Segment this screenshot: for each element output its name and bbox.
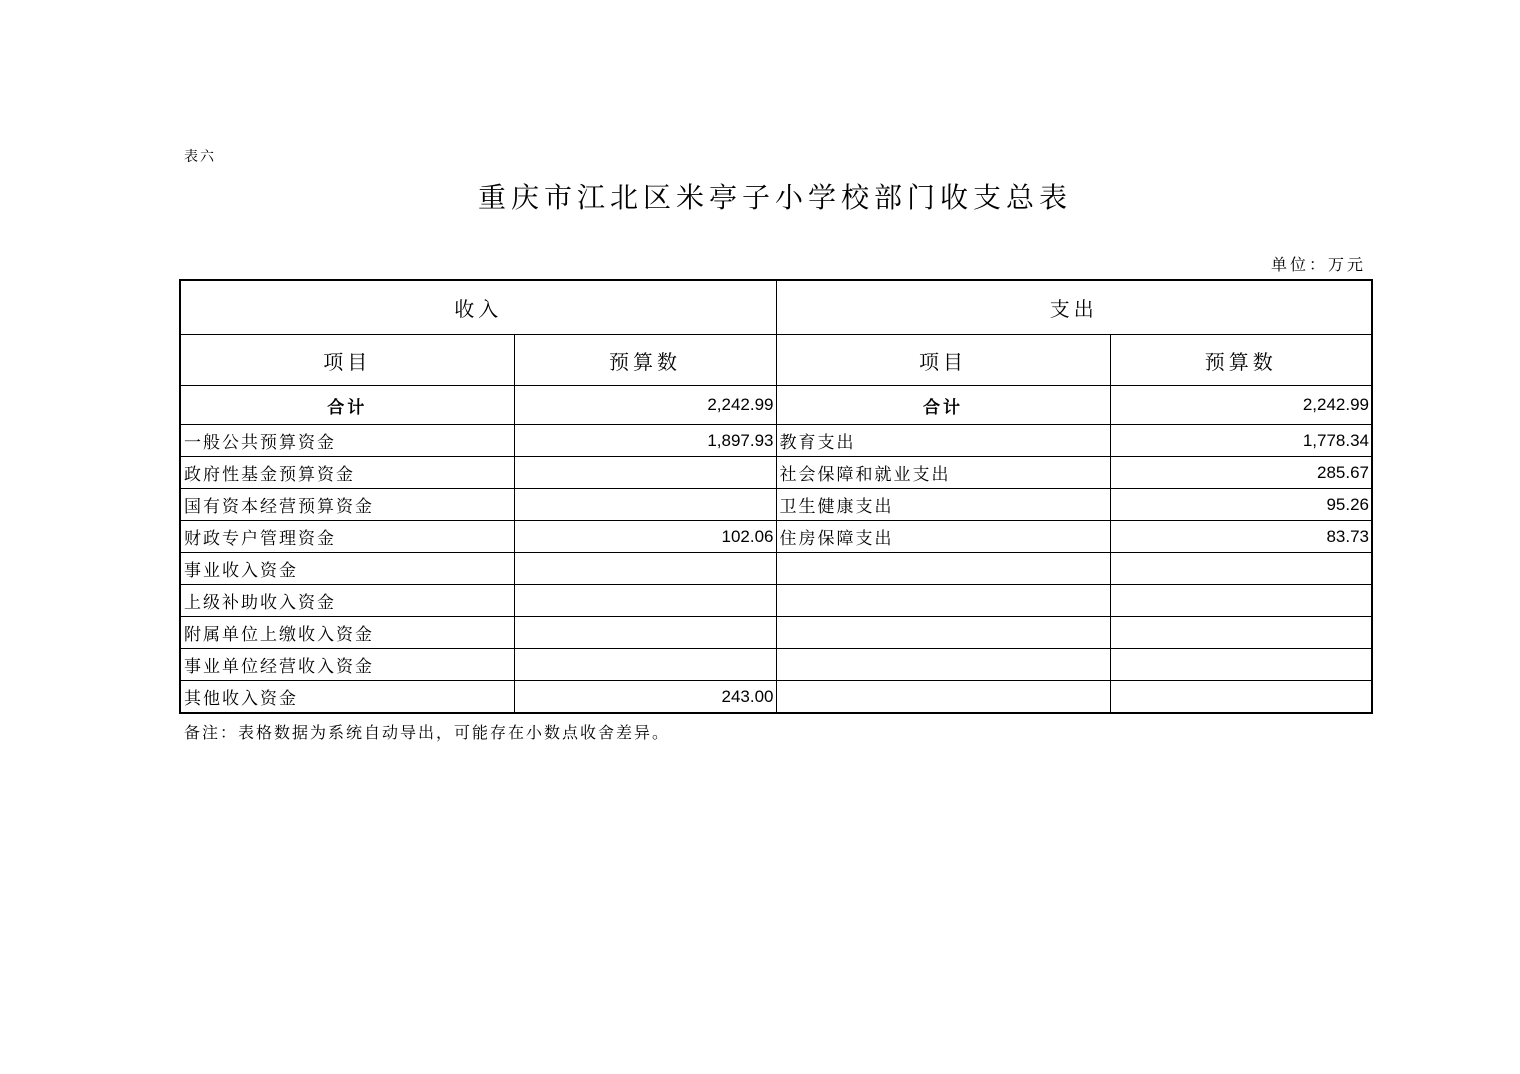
income-item: 事业单位经营收入资金 — [180, 649, 514, 681]
expense-item: 社会保障和就业支出 — [776, 457, 1110, 489]
table-row — [180, 681, 1372, 714]
income-value — [514, 649, 776, 681]
income-value: 243.00 — [514, 681, 776, 714]
expense-item: 卫生健康支出 — [776, 489, 1110, 521]
income-value — [514, 553, 776, 585]
expense-value: 285.67 — [1110, 457, 1372, 489]
expense-item — [776, 617, 1110, 649]
expense-header: 支出 — [776, 280, 1372, 335]
table-row — [180, 457, 1372, 489]
expense-value: 95.26 — [1110, 489, 1372, 521]
expense-item: 教育支出 — [776, 425, 1110, 457]
footnote: 备注：表格数据为系统自动导出，可能存在小数点收舍差异。 — [184, 723, 671, 742]
income-total-label: 合计 — [180, 386, 514, 425]
income-header: 收入 — [180, 280, 776, 335]
expense-total-label: 合计 — [776, 386, 1110, 425]
income-value: 102.06 — [514, 521, 776, 553]
expense-value — [1110, 553, 1372, 585]
table-row — [180, 489, 1372, 521]
expense-value — [1110, 681, 1372, 714]
expense-item — [776, 681, 1110, 714]
section-header-row — [180, 280, 1372, 335]
income-item: 上级补助收入资金 — [180, 585, 514, 617]
unit-label: 单位：万元 — [1270, 255, 1366, 274]
income-item: 其他收入资金 — [180, 681, 514, 714]
expense-budget-column-header: 预算数 — [1110, 335, 1372, 386]
table-row — [180, 553, 1372, 585]
income-item-column-header: 项目 — [180, 335, 514, 386]
income-budget-column-header: 预算数 — [514, 335, 776, 386]
income-value — [514, 489, 776, 521]
expense-item: 住房保障支出 — [776, 521, 1110, 553]
table-row — [180, 617, 1372, 649]
income-item: 事业收入资金 — [180, 553, 514, 585]
income-total-value: 2,242.99 — [514, 386, 776, 425]
column-header-row — [180, 335, 1372, 386]
table-row — [180, 521, 1372, 553]
expense-total-value: 2,242.99 — [1110, 386, 1372, 425]
expense-item — [776, 585, 1110, 617]
income-value — [514, 585, 776, 617]
income-item: 附属单位上缴收入资金 — [180, 617, 514, 649]
income-item: 政府性基金预算资金 — [180, 457, 514, 489]
expense-value — [1110, 649, 1372, 681]
expense-value: 1,778.34 — [1110, 425, 1372, 457]
income-value: 1,897.93 — [514, 425, 776, 457]
income-item: 财政专户管理资金 — [180, 521, 514, 553]
table-number-label: 表六 — [184, 149, 216, 165]
total-row — [180, 386, 1372, 425]
income-item: 国有资本经营预算资金 — [180, 489, 514, 521]
expense-item — [776, 553, 1110, 585]
expense-value — [1110, 617, 1372, 649]
income-value — [514, 617, 776, 649]
table-row — [180, 585, 1372, 617]
table-row — [180, 649, 1372, 681]
expense-value: 83.73 — [1110, 521, 1372, 553]
expense-item-column-header: 项目 — [776, 335, 1110, 386]
income-item: 一般公共预算资金 — [180, 425, 514, 457]
budget-summary-table — [179, 279, 1373, 714]
expense-value — [1110, 585, 1372, 617]
expense-item — [776, 649, 1110, 681]
table-row — [180, 425, 1372, 457]
income-value — [514, 457, 776, 489]
page-title: 重庆市江北区米亭子小学校部门收支总表 — [477, 181, 1072, 214]
